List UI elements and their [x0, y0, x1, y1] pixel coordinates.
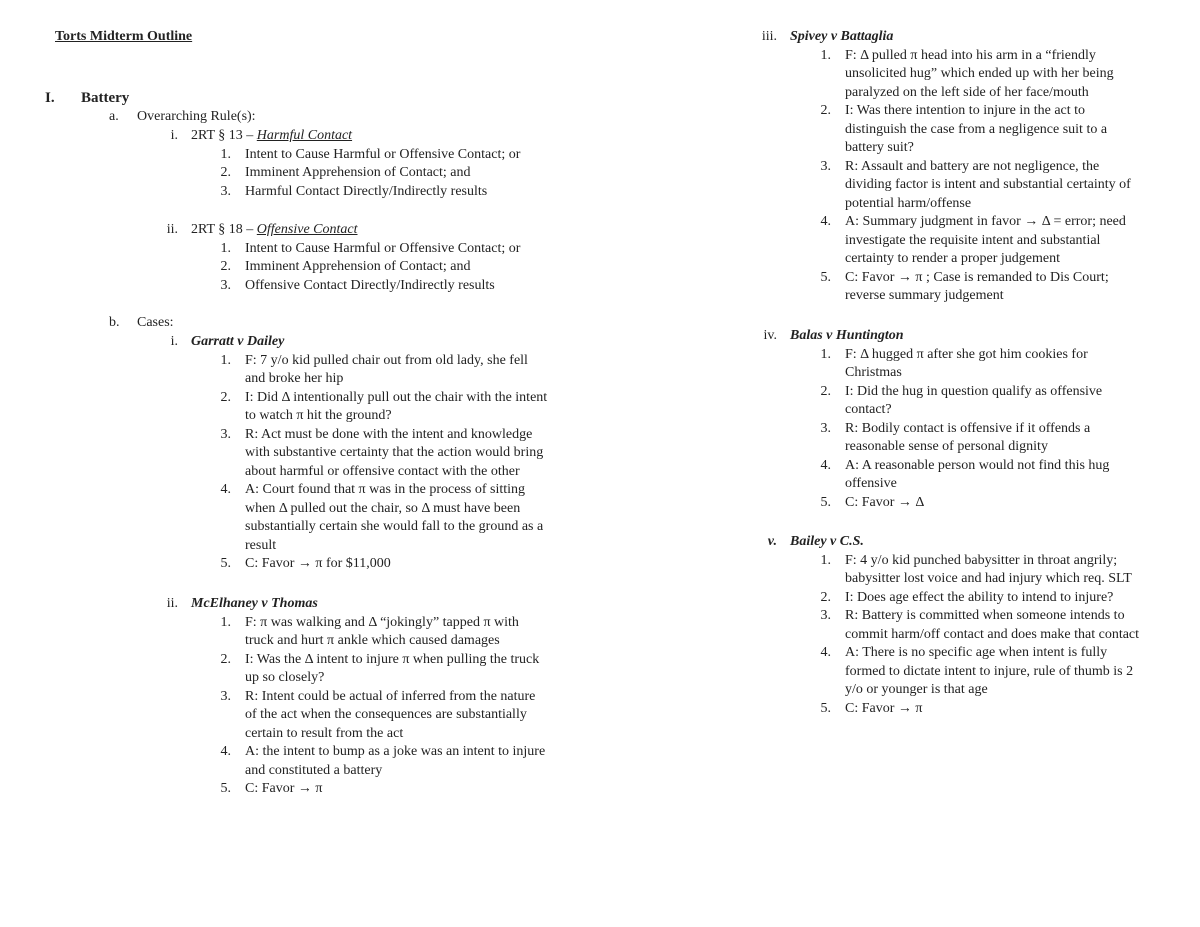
case-item-line: R: Bodily contact is offensive if it offends a	[845, 420, 1091, 436]
case-item-number: 5.	[820, 269, 831, 285]
case-item-line: babysitter lost voice and had injury which req. SLT	[845, 571, 1132, 586]
rule-element: Imminent Apprehension of Contact; and	[245, 165, 471, 180]
element-number: 1.	[220, 240, 231, 256]
case-item-number: 5.	[220, 556, 231, 571]
case-item-line: A: Court found that π was in the process of sitting	[245, 482, 526, 497]
case-item-line: A: A reasonable person would not find this hug	[845, 457, 1110, 473]
rule-marker: ii.	[166, 222, 178, 237]
case-item-line: reasonable sense of personal dignity	[845, 439, 1048, 454]
case-item-number: 4.	[820, 645, 831, 660]
case-item-line: R: Assault and battery are not negligence, the	[845, 158, 1100, 174]
case-marker: ii.	[166, 596, 178, 611]
case-item-line: C: Favor → π	[245, 781, 323, 796]
case-item-number: 4.	[220, 482, 231, 497]
case-item-line: dividing factor is intent and substantial certainty of	[845, 177, 1131, 192]
case-name: Garratt v Dailey	[191, 334, 285, 349]
case-item-number: 4.	[820, 457, 831, 473]
case-name: Spivey v Battaglia	[790, 29, 894, 44]
case-item-line: with substantive certainty that the action would bring	[245, 445, 544, 460]
case-item-number: 3.	[820, 420, 831, 436]
case-name: McElhaney v Thomas	[191, 596, 318, 611]
case-item-line: I: Does age effect the ability to intend to injure?	[845, 589, 1114, 605]
case-name: Balas v Huntington	[790, 328, 904, 343]
case-item-line: C: Favor → π	[845, 700, 923, 716]
case-item-number: 3.	[820, 608, 831, 623]
case-item-line: paralyzed on the left side of her face/mouth	[845, 84, 1089, 100]
rule-prefix: 2RT § 13 –	[191, 128, 257, 143]
case-item-line: certainty to render a proper judgement	[845, 251, 1060, 266]
case-item-line: R: Intent could be actual of inferred from the nature	[245, 688, 536, 704]
case-item-line: F: Δ hugged π after she got him cookies for	[845, 346, 1088, 362]
case-item-line: contact?	[845, 402, 892, 417]
case-item-line: A: the intent to bump as a joke was an intent to injure	[245, 744, 546, 759]
case-marker: iv.	[763, 328, 777, 343]
case-item-number: 1.	[820, 346, 831, 362]
case-item-line: y/o or younger is that age	[845, 682, 988, 697]
case-item-number: 4.	[820, 214, 831, 229]
case-item-number: 5.	[820, 494, 831, 510]
case-item-number: 1.	[820, 552, 831, 568]
case-item-number: 3.	[820, 158, 831, 174]
case-item-number: 1.	[220, 352, 231, 368]
case-item-line: offensive	[845, 476, 897, 491]
case-item-line: C: Favor → Δ	[845, 494, 925, 510]
case-item-line: Christmas	[845, 365, 902, 380]
rule-marker: i.	[170, 128, 178, 143]
element-number: 3.	[220, 277, 231, 293]
case-item-number: 5.	[220, 781, 231, 796]
case-item-line: I: Was the Δ intent to injure π when pulling the truck	[245, 651, 540, 667]
section-heading: Battery	[81, 90, 130, 106]
case-item-number: 4.	[220, 744, 231, 759]
case-item-line: reverse summary judgement	[845, 288, 1004, 303]
rule-heading	[191, 221, 358, 239]
case-item-line: F: 7 y/o kid pulled chair out from old lady, she fell	[245, 352, 528, 368]
case-name: Bailey v C.S.	[790, 534, 864, 549]
rule-element: Intent to Cause Harmful or Offensive Contact; or	[245, 240, 521, 256]
subsection-label: Overarching Rule(s):	[137, 109, 256, 124]
case-item-line: C: Favor → π for $11,000	[245, 556, 391, 571]
case-item-line: I: Did Δ intentionally pull out the chair with the intent	[245, 389, 548, 405]
case-item-line: R: Battery is committed when someone intends to	[845, 608, 1125, 623]
case-item-line: I: Did the hug in question qualify as offensive	[845, 383, 1103, 399]
rule-element: Harmful Contact Directly/Indirectly results	[245, 183, 488, 199]
element-number: 2.	[220, 259, 231, 274]
case-item-number: 3.	[220, 688, 231, 704]
rule-element: Imminent Apprehension of Contact; and	[245, 259, 471, 274]
case-item-line: I: Was there intention to injure in the act to	[845, 103, 1086, 118]
case-item-number: 2.	[220, 389, 231, 405]
rule-prefix: 2RT § 18 –	[191, 222, 257, 237]
case-item-line: potential harm/offense	[845, 195, 972, 211]
case-item-line: A: There is no specific age when intent is fully	[845, 645, 1108, 660]
case-item-line: truck and hurt π ankle which caused damages	[245, 633, 500, 648]
case-item-line: F: Δ pulled π head into his arm in a “friendly	[845, 47, 1096, 63]
case-item-line: formed to dictate intent to injure, rule of thumb is 2	[845, 663, 1134, 679]
section-marker: I.	[45, 90, 55, 106]
case-item-line: F: 4 y/o kid punched babysitter in throat angrily;	[845, 552, 1118, 568]
cases-marker: b.	[109, 315, 120, 330]
subsection-marker: a.	[109, 109, 119, 124]
case-item-line: result	[245, 537, 277, 553]
case-item-line: A: Summary judgment in favor → Δ = error; need	[845, 214, 1126, 229]
rule-name: Offensive Contact	[256, 222, 358, 237]
case-item-line: and constituted a battery	[245, 762, 383, 778]
case-item-number: 2.	[820, 103, 831, 118]
case-item-line: R: Act must be done with the intent and knowledge	[245, 426, 533, 442]
case-item-number: 2.	[220, 651, 231, 667]
case-item-line: up so closely?	[245, 670, 325, 685]
case-item-number: 3.	[220, 426, 231, 442]
case-marker: iii.	[761, 29, 777, 44]
rule-element: Offensive Contact Directly/Indirectly results	[245, 277, 495, 293]
case-item-number: 1.	[220, 614, 231, 630]
case-item-line: of the act when the consequences are substantially	[245, 707, 527, 722]
rule-element: Intent to Cause Harmful or Offensive Contact; or	[245, 146, 521, 162]
case-item-number: 1.	[820, 47, 831, 63]
case-item-line: commit harm/off contact and does make that contact	[845, 626, 1140, 642]
case-item-line: investigate the requisite intent and substantial	[845, 232, 1101, 248]
case-item-line: distinguish the case from a negligence suit to a	[845, 121, 1108, 137]
case-item-number: 5.	[820, 700, 831, 716]
cases-label: Cases:	[137, 315, 174, 330]
case-item-number: 2.	[820, 383, 831, 399]
case-item-line: C: Favor → π ; Case is remanded to Dis Court;	[845, 269, 1109, 285]
case-marker: i.	[170, 334, 178, 349]
rule-name: Harmful Contact	[256, 128, 353, 143]
case-marker: v.	[767, 534, 777, 549]
case-item-line: when Δ pulled out the chair, so Δ must have been	[245, 500, 521, 516]
rule-heading	[191, 127, 352, 145]
case-item-line: certain to result from the act	[245, 725, 404, 741]
page-title: Torts Midterm Outline	[55, 29, 193, 44]
case-item-line: and broke her hip	[245, 371, 344, 386]
case-item-number: 2.	[820, 589, 831, 605]
element-number: 3.	[220, 183, 231, 199]
case-item-line: battery suit?	[845, 140, 914, 155]
case-item-line: about harmful or offensive contact with the other	[245, 463, 520, 479]
case-item-line: to watch π hit the ground?	[245, 408, 392, 423]
case-item-line: F: π was walking and Δ “jokingly” tapped π with	[245, 614, 519, 630]
element-number: 2.	[220, 165, 231, 180]
element-number: 1.	[220, 146, 231, 162]
case-item-line: substantially certain she would fall to the ground as a	[245, 519, 544, 534]
case-item-line: unsolicited hug” which ended up with her being	[845, 66, 1114, 81]
